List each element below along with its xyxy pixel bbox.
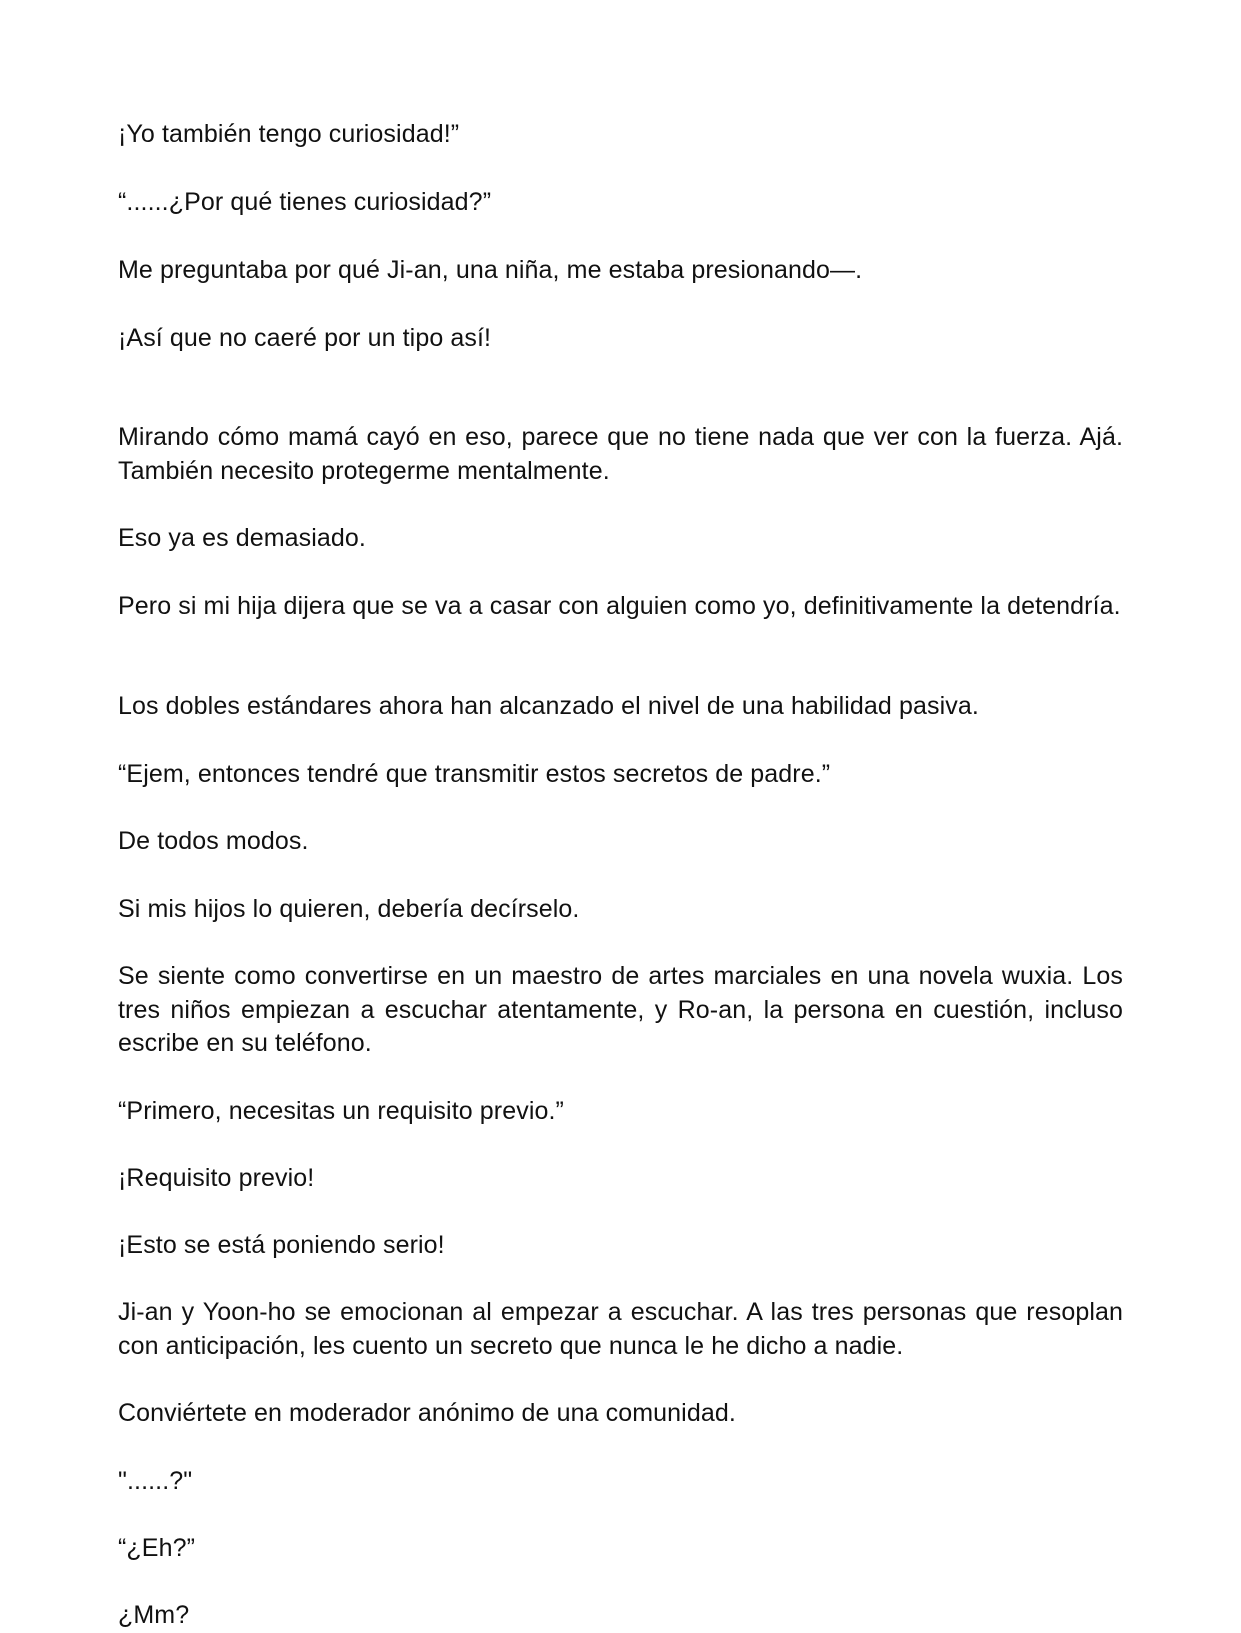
paragraph-14: ¡Requisito previo! bbox=[118, 1164, 315, 1192]
paragraph-16: Ji-an y Yoon-ho se emocionan al empezar a escuchar. A las tres personas que resoplan con anticipación, les cuento un secreto que nunca le he dicho a nadie. bbox=[118, 1298, 1123, 1360]
paragraph-13: “Primero, necesitas un requisito previo.” bbox=[118, 1097, 564, 1125]
paragraph-6: Eso ya es demasiado. bbox=[118, 524, 366, 552]
paragraph-3: Me preguntaba por qué Ji-an, una niña, me estaba presionando—. bbox=[118, 256, 863, 284]
paragraph-15: ¡Esto se está poniendo serio! bbox=[118, 1231, 445, 1259]
paragraph-4: ¡Así que no caeré por un tipo así! bbox=[118, 324, 492, 352]
paragraph-12: Se siente como convertirse en un maestro de artes marciales en una novela wuxia. Los tres niños empiezan a escuchar atentamente, y Ro-an, la persona en cuestión, incluso escribe en su teléfono. bbox=[118, 962, 1123, 1057]
paragraph-11: Si mis hijos lo quieren, debería decírselo. bbox=[118, 895, 580, 923]
paragraph-5: Mirando cómo mamá cayó en eso, parece que no tiene nada que ver con la fuerza. Ajá. También necesito protegerme mentalmente. bbox=[118, 423, 1123, 485]
paragraph-10: De todos modos. bbox=[118, 827, 309, 855]
paragraph-8: Los dobles estándares ahora han alcanzado el nivel de una habilidad pasiva. bbox=[118, 692, 979, 720]
paragraph-2: “......¿Por qué tienes curiosidad?” bbox=[118, 188, 492, 216]
paragraph-1: ¡Yo también tengo curiosidad!” bbox=[118, 120, 460, 148]
paragraph-9: “Ejem, entonces tendré que transmitir estos secretos de padre.” bbox=[118, 760, 831, 788]
paragraph-18: "......?" bbox=[118, 1467, 193, 1495]
paragraph-19: “¿Eh?” bbox=[118, 1534, 196, 1562]
paragraph-7: Pero si mi hija dijera que se va a casar con alguien como yo, definitivamente la detendría. bbox=[118, 592, 1121, 620]
paragraph-20: ¿Mm? bbox=[118, 1601, 190, 1629]
paragraph-17: Conviértete en moderador anónimo de una comunidad. bbox=[118, 1399, 736, 1427]
